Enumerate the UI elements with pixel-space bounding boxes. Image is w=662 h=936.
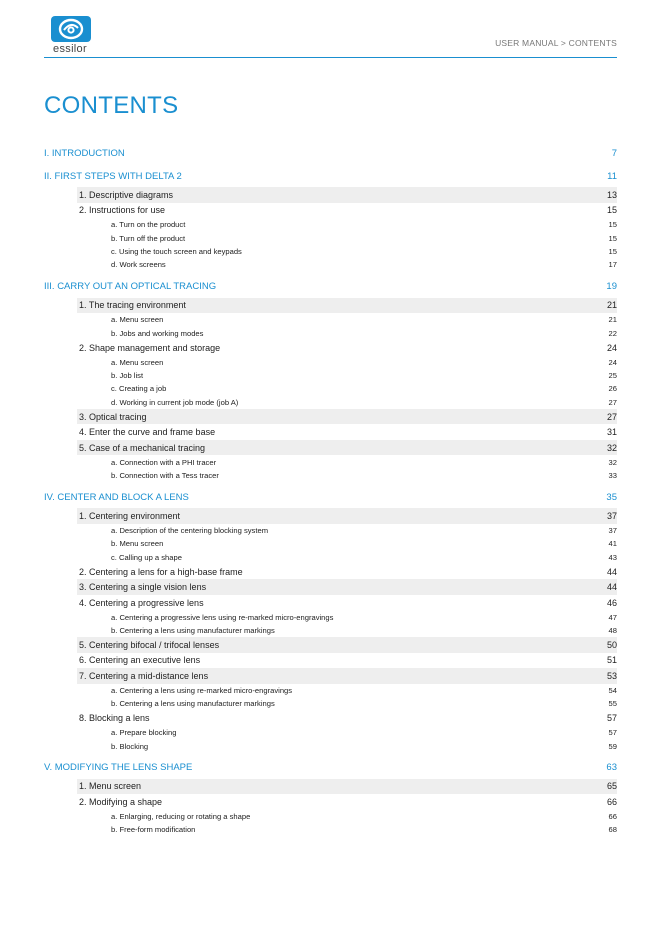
breadcrumb: USER MANUAL > CONTENTS	[495, 38, 617, 48]
toc-chapter[interactable]	[77, 203, 617, 219]
toc-page-number: 37	[608, 525, 617, 535]
toc-page-number: 55	[608, 699, 617, 709]
toc-entry-label: c. Using the touch screen and keypads	[111, 246, 242, 256]
toc-entry-label: 2. Modifying a shape	[79, 796, 163, 807]
toc-page-number: 48	[608, 625, 617, 635]
toc-page-number: 25	[608, 370, 617, 380]
toc-entry-label: b. Turn off the product	[111, 233, 186, 243]
toc-subsection[interactable]	[111, 326, 617, 339]
toc-page-number: 57	[606, 713, 617, 724]
toc-subsection[interactable]	[111, 610, 617, 623]
toc-subsection[interactable]	[111, 369, 617, 382]
toc-entry-label: a. Centering a lens using re-marked micro-engravings	[111, 685, 293, 695]
essilor-logo	[44, 16, 96, 58]
toc-subsection[interactable]	[111, 823, 617, 836]
toc-chapter[interactable]	[77, 340, 617, 356]
toc-subsection[interactable]	[111, 469, 617, 482]
toc-page-number: 50	[606, 639, 617, 650]
toc-page-number: 22	[608, 328, 617, 338]
toc-entry-label: c. Creating a job	[111, 384, 167, 394]
toc-page-number: 44	[606, 582, 617, 593]
toc-page-number: 63	[606, 762, 617, 774]
toc-subsection[interactable]	[111, 697, 617, 710]
toc-subsection[interactable]	[111, 739, 617, 752]
toc-chapter[interactable]	[77, 187, 617, 203]
toc-page-number: 31	[606, 427, 617, 438]
toc-page-number: 15	[608, 233, 617, 243]
toc-page-number: 66	[606, 796, 617, 807]
toc-entry-label: 6. Centering an executive lens	[79, 655, 201, 666]
toc-chapter[interactable]	[77, 508, 617, 524]
toc-page-number: 59	[608, 741, 617, 751]
toc-subsection[interactable]	[111, 524, 617, 537]
toc-subsection[interactable]	[111, 455, 617, 468]
toc-entry-label: a. Menu screen	[111, 357, 164, 367]
toc-page-number: 32	[606, 442, 617, 453]
toc-entry-label: b. Connection with a Tess tracer	[111, 470, 219, 480]
toc-subsection[interactable]	[111, 396, 617, 409]
toc-entry-label: 8. Blocking a lens	[79, 713, 150, 724]
toc-entry-label: a. Turn on the product	[111, 220, 186, 230]
toc-chapter[interactable]	[77, 794, 617, 810]
eye-icon	[51, 16, 91, 42]
toc-entry-label: 1. The tracing environment	[79, 300, 186, 311]
toc-subsection[interactable]	[111, 313, 617, 326]
toc-entry-label: 5. Case of a mechanical tracing	[79, 442, 206, 453]
toc-page-number: 24	[606, 342, 617, 353]
toc-page-number: 44	[606, 566, 617, 577]
toc-page-number: 65	[606, 781, 617, 792]
toc-entry-label: 1. Descriptive diagrams	[79, 189, 174, 200]
toc-entry-label: a. Description of the centering blocking system	[111, 525, 269, 535]
toc-page-number: 33	[608, 470, 617, 480]
toc-entry-label: d. Work screens	[111, 260, 166, 270]
toc-page-number: 24	[608, 357, 617, 367]
toc-page-number: 11	[607, 170, 617, 182]
toc-entry-label: a. Centering a progressive lens using re-marked micro-engravings	[111, 612, 334, 622]
toc-subsection[interactable]	[111, 726, 617, 739]
toc-entry-label: V. MODIFYING THE LENS SHAPE	[44, 762, 193, 774]
toc-chapter[interactable]	[77, 653, 617, 669]
toc-entry-label: d. Working in current job mode (job A)	[111, 397, 239, 407]
toc-entry-label: 3. Centering a single vision lens	[79, 582, 207, 593]
toc-page-number: 21	[606, 300, 617, 311]
toc-entry-label: c. Calling up a shape	[111, 552, 182, 562]
toc-subsection[interactable]	[111, 537, 617, 550]
toc-page-number: 46	[606, 597, 617, 608]
toc-entry-label: 3. Optical tracing	[79, 411, 147, 422]
toc-entry-label: 7. Centering a mid-distance lens	[79, 670, 209, 681]
toc-entry-label: III. CARRY OUT AN OPTICAL TRACING	[44, 281, 217, 293]
toc-section[interactable]	[44, 168, 617, 184]
toc-page-number: 37	[606, 510, 617, 521]
toc-entry-label: 1. Menu screen	[79, 781, 142, 792]
toc-chapter[interactable]	[77, 564, 617, 580]
toc-entry-label: I. INTRODUCTION	[44, 147, 125, 159]
toc-subsection[interactable]	[111, 624, 617, 637]
toc-page-number: 66	[608, 811, 617, 821]
toc-entry-label: a. Connection with a PHI tracer	[111, 457, 217, 467]
toc-subsection[interactable]	[111, 382, 617, 395]
toc-entry-label: 4. Enter the curve and frame base	[79, 427, 216, 438]
toc-subsection[interactable]	[111, 245, 617, 258]
toc-chapter[interactable]	[77, 710, 617, 726]
toc-page-number: 68	[608, 825, 617, 835]
toc-chapter[interactable]	[77, 637, 617, 653]
toc-entry-label: a. Enlarging, reducing or rotating a shape	[111, 811, 251, 821]
toc-page-number: 13	[606, 189, 617, 200]
toc-chapter[interactable]	[77, 440, 617, 456]
toc-page-number: 15	[608, 246, 617, 256]
toc-page-number: 21	[608, 315, 617, 325]
toc-section[interactable]	[44, 145, 617, 161]
toc-chapter[interactable]	[77, 424, 617, 440]
logo-wordmark: essilor	[53, 43, 87, 55]
toc-entry-label: 5. Centering bifocal / trifocal lenses	[79, 639, 220, 650]
toc-page-number: 51	[606, 655, 617, 666]
toc-subsection[interactable]	[111, 684, 617, 697]
toc-section[interactable]	[44, 489, 617, 505]
toc-entry-label: a. Prepare blocking	[111, 728, 177, 738]
toc-chapter[interactable]	[77, 595, 617, 611]
logo-badge	[51, 16, 91, 42]
toc-page-number: 15	[608, 220, 617, 230]
toc-page-number: 32	[608, 457, 617, 467]
toc-page-number: 26	[608, 384, 617, 394]
toc-section[interactable]	[44, 279, 617, 295]
toc-entry-label: b. Jobs and working modes	[111, 328, 204, 338]
toc-chapter[interactable]	[77, 579, 617, 595]
toc-page-number: 27	[608, 397, 617, 407]
toc-page-number: 35	[606, 491, 617, 503]
page-title: CONTENTS	[44, 92, 179, 119]
toc-entry-label: 4. Centering a progressive lens	[79, 597, 204, 608]
toc-chapter[interactable]	[77, 409, 617, 425]
toc-page-number: 53	[606, 670, 617, 681]
toc-page-number: 43	[608, 552, 617, 562]
toc-subsection[interactable]	[111, 218, 617, 231]
toc-subsection[interactable]	[111, 258, 617, 271]
toc-entry-label: 1. Centering environment	[79, 510, 181, 521]
toc-subsection[interactable]	[111, 231, 617, 244]
toc-entry-label: 2. Shape management and storage	[79, 342, 221, 353]
toc-chapter[interactable]	[77, 668, 617, 684]
toc-page-number: 19	[606, 281, 617, 293]
toc-page-number: 7	[611, 147, 617, 159]
toc-page-number: 41	[608, 539, 617, 549]
toc-entry-label: 2. Instructions for use	[79, 205, 166, 216]
toc-subsection[interactable]	[111, 355, 617, 368]
toc-entry-label: IV. CENTER AND BLOCK A LENS	[44, 491, 189, 503]
page-header	[44, 16, 617, 58]
toc-subsection[interactable]	[111, 550, 617, 563]
toc-subsection[interactable]	[111, 810, 617, 823]
toc-entry-label: b. Blocking	[111, 741, 149, 751]
toc-page-number: 47	[608, 612, 617, 622]
header-divider	[44, 57, 617, 58]
toc-page-number: 17	[608, 260, 617, 270]
toc-chapter[interactable]	[77, 298, 617, 314]
toc-entry-label: b. Menu screen	[111, 539, 164, 549]
toc-page-number: 54	[608, 685, 617, 695]
toc-entry-label: b. Free-form modification	[111, 825, 196, 835]
toc-section[interactable]	[44, 760, 617, 776]
toc-entry-label: b. Job list	[111, 370, 144, 380]
toc-page-number: 15	[606, 205, 617, 216]
toc-entry-label: II. FIRST STEPS WITH DELTA 2	[44, 170, 182, 182]
table-of-contents	[44, 145, 617, 836]
toc-page-number: 27	[606, 411, 617, 422]
toc-page-number: 57	[608, 728, 617, 738]
toc-entry-label: b. Centering a lens using manufacturer markings	[111, 699, 275, 709]
toc-entry-label: b. Centering a lens using manufacturer markings	[111, 625, 275, 635]
toc-chapter[interactable]	[77, 779, 617, 795]
toc-entry-label: 2. Centering a lens for a high-base frame	[79, 566, 243, 577]
toc-entry-label: a. Menu screen	[111, 315, 164, 325]
